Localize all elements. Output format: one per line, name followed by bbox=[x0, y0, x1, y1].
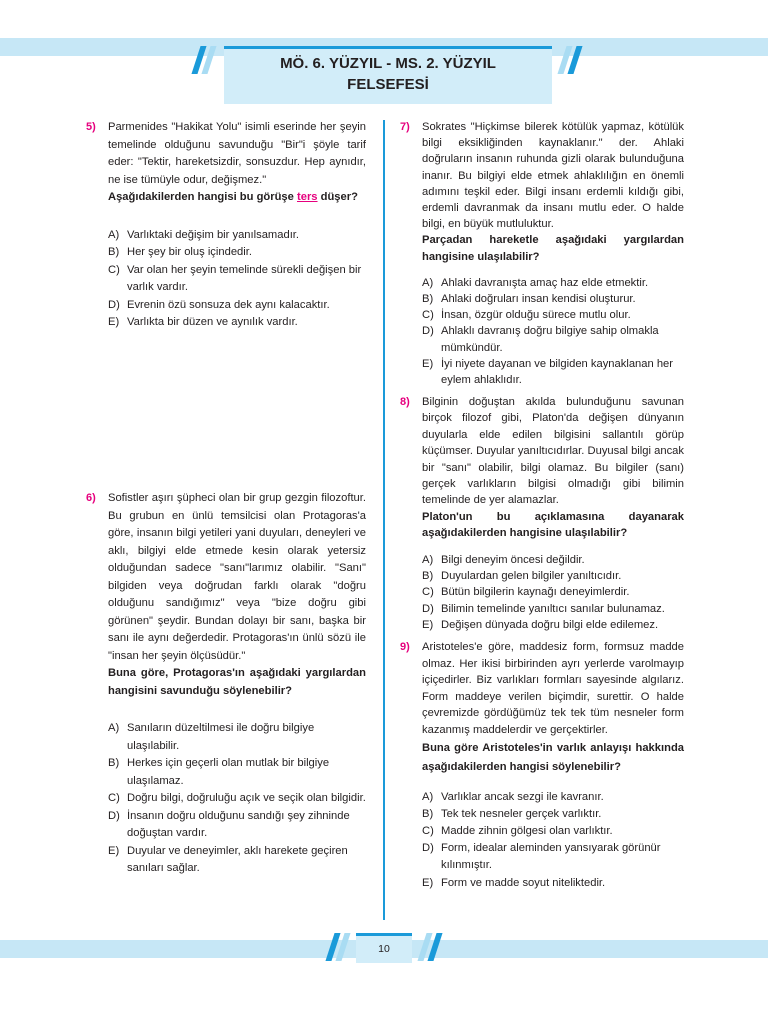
option-c[interactable]: C) Bütün bilgilerin kaynağı deneyimlerdir. bbox=[422, 586, 630, 599]
question-5 bbox=[86, 119, 366, 332]
highlight-word: ters bbox=[297, 191, 318, 203]
question-number: 9) bbox=[400, 641, 410, 653]
page-number: 10 bbox=[356, 933, 412, 963]
option-b[interactable]: B) Tek tek nesneler gerçek varlıktır. bbox=[422, 807, 602, 820]
question-prompt: Buna göre, Protagoras'ın aşağıdaki yargılardan hangisini savunduğu söylenebilir? bbox=[108, 667, 366, 697]
option-c[interactable]: C) Doğru bilgi, doğruluğu açık ve seçik olan bilgidir. bbox=[108, 792, 366, 804]
question-number: 8) bbox=[400, 396, 410, 408]
option-a[interactable]: A) Sanıların düzeltilmesi ile doğru bilgiye ulaşılabilir. bbox=[108, 722, 315, 752]
option-e[interactable]: E) Duyular ve deneyimler, aklı harekete geçiren sanıları sağlar. bbox=[108, 844, 348, 874]
question-text: Aristoteles'e göre, maddesiz form, formsuz madde olmaz. Her ikisi birbirinden ayrı yerlerde varolmayıp içiçedirler. Biz varlıkları formları sayesinde algılarız. Form maddeye verilen biçimdir, surettir. O halde çevremizde gördüğümüz tek tek tüm nesneler form kazanmış maddelerdir ve gerçektirler. bbox=[422, 641, 684, 736]
question-number: 5) bbox=[86, 121, 96, 133]
option-list bbox=[108, 720, 366, 878]
question-8 bbox=[400, 394, 684, 634]
chapter-title bbox=[224, 53, 552, 95]
option-d[interactable]: D) Evrenin özü sonsuza dek aynı kalacaktır. bbox=[108, 298, 330, 311]
option-e[interactable]: E) İyi niyete dayanan ve bilgiden kaynaklanan her eylem ahlaklıdır. bbox=[422, 357, 673, 387]
option-d[interactable]: D) Form, idealar aleminden yansıyarak görünür kılınmıştır. bbox=[422, 842, 661, 872]
question-6 bbox=[86, 490, 366, 878]
question-prompt: Parçadan hareketle aşağıdaki yargılardan hangisine ulaşılabilir? bbox=[422, 234, 684, 263]
option-a[interactable]: A) Bilgi deneyim öncesi değildir. bbox=[422, 553, 585, 566]
question-9 bbox=[400, 639, 684, 892]
option-b[interactable]: B) Her şey bir oluş içindedir. bbox=[108, 246, 252, 258]
question-prompt: Buna göre Aristoteles'in varlık anlayışı hakkında aşağıdakilerden hangisi söylenebilir? bbox=[422, 741, 684, 773]
option-d[interactable]: D) Bilimin temelinde yanıltıcı sanılar bulunamaz. bbox=[422, 602, 665, 615]
question-number: 6) bbox=[86, 492, 96, 504]
option-e[interactable]: E) Form ve madde soyut niteliktedir. bbox=[422, 876, 606, 889]
chapter-title-line2: FELSEFESİ bbox=[347, 76, 429, 93]
option-list bbox=[422, 789, 684, 892]
option-e[interactable]: E) Varlıkta bir düzen ve aynılık vardır. bbox=[108, 316, 298, 328]
option-b[interactable]: B) Herkes için geçerli olan mutlak bir bilgiye ulaşılamaz. bbox=[108, 757, 330, 787]
question-text: Bilginin doğuştan akılda bulunduğunu savunan birçok filozof gibi, Platon'da değişen dünyanın duyularla elde edilen bilgisini sallantılı görüp küçümser. Duyular yanıltıcıdırlar. Duyusal bilgi ancak bir "sanı" olabilir, bilgi olamaz. Bu bilgiler (sanı) gerçek varlıkların bilgisi olmadığı gibi bilimin temelinde de yer alamazlar. bbox=[422, 396, 684, 507]
option-e[interactable]: E) Değişen dünyada doğru bilgi elde edilemez. bbox=[422, 619, 659, 632]
option-b[interactable]: B) Duyulardan gelen bilgiler yanıltıcıdır. bbox=[422, 570, 622, 583]
question-text: Sofistler aşırı şüpheci olan bir grup gezgin filozoftur. Bu grubun en ünlü temsilcisi olan Protagoras'a göre, insanın bilgi yetileri yani duyuları, deneyleri ve aklı, bilgiyi elde etmede kesin olarak yetersiz olduğundan sadece "sanı"larımız olabilir. "Sanı" bilgiden veya doğrudan farklı olarak "doğru olduğunu sandığımız" veya "bize doğru gibi görünen" şeydir. Bundan dolayı bir sanı, başka bir sanı ile aynı değerdedir. Protagoras'ın ünlü sözü ile "insan her şeyin ölçüsüdür." bbox=[108, 492, 366, 662]
option-a[interactable]: A) Varlıktaki değişim bir yanılsamadır. bbox=[108, 228, 300, 241]
column-divider bbox=[383, 120, 385, 920]
question-text: Sokrates "Hiçkimse bilerek kötülük yapmaz, kötülük bilgi eksikliğinden kaynaklanır." der. Ahlaki doğruların insanın ruhunda gizli olarak bulunduğuna inanır. Bu bilgiyi elde etmek ahlaklılığın en önemli adımını teşkil eder. Bilgi insanı erdemli kıldığı gibi, erdemli davranmak da insanı mutlu eder. O halde bilgi, en büyük mutluluktur. bbox=[422, 121, 684, 231]
option-b[interactable]: B) Ahlaki doğruları insan kendisi oluşturur. bbox=[422, 293, 636, 306]
option-c[interactable]: C) İnsan, özgür olduğu sürece mutlu olur. bbox=[422, 309, 631, 322]
option-list bbox=[422, 552, 684, 634]
chapter-title-line1: MÖ. 6. YÜZYIL - MS. 2. YÜZYIL bbox=[280, 55, 496, 72]
question-7 bbox=[400, 119, 684, 388]
question-text: Parmenides "Hakikat Yolu" isimli eserinde her şeyin temelinde olduğunu savunduğu "Bir"i şöyle tarif eder: "Tektir, hareketsizdir, sonsuzdur. Hep aynıdır, ne ise tümüyle odur, değişmez." bbox=[108, 121, 366, 186]
question-prompt: Platon'un bu açıklamasına dayanarak aşağıdakilerden hangisine ulaşılabilir? bbox=[422, 510, 684, 540]
option-d[interactable]: D) İnsanın doğru olduğunu sandığı şey zihninde doğuştan vardır. bbox=[108, 809, 350, 839]
option-list bbox=[108, 227, 366, 332]
option-list bbox=[422, 275, 684, 388]
option-a[interactable]: A) Varlıklar ancak sezgi ile kavranır. bbox=[422, 790, 604, 803]
option-d[interactable]: D) Ahlaklı davranış doğru bilgiye sahip olmakla mümkündür. bbox=[422, 325, 659, 354]
option-c[interactable]: C) Madde zihnin gölgesi olan varlıktır. bbox=[422, 824, 613, 837]
question-number: 7) bbox=[400, 121, 410, 133]
option-c[interactable]: C) Var olan her şeyin temelinde sürekli değişen bir varlık vardır. bbox=[108, 263, 362, 293]
question-prompt: Aşağıdakilerden hangisi bu görüşe ters düşer? bbox=[108, 191, 358, 203]
option-a[interactable]: A) Ahlaki davranışta amaç haz elde etmektir. bbox=[422, 276, 649, 289]
